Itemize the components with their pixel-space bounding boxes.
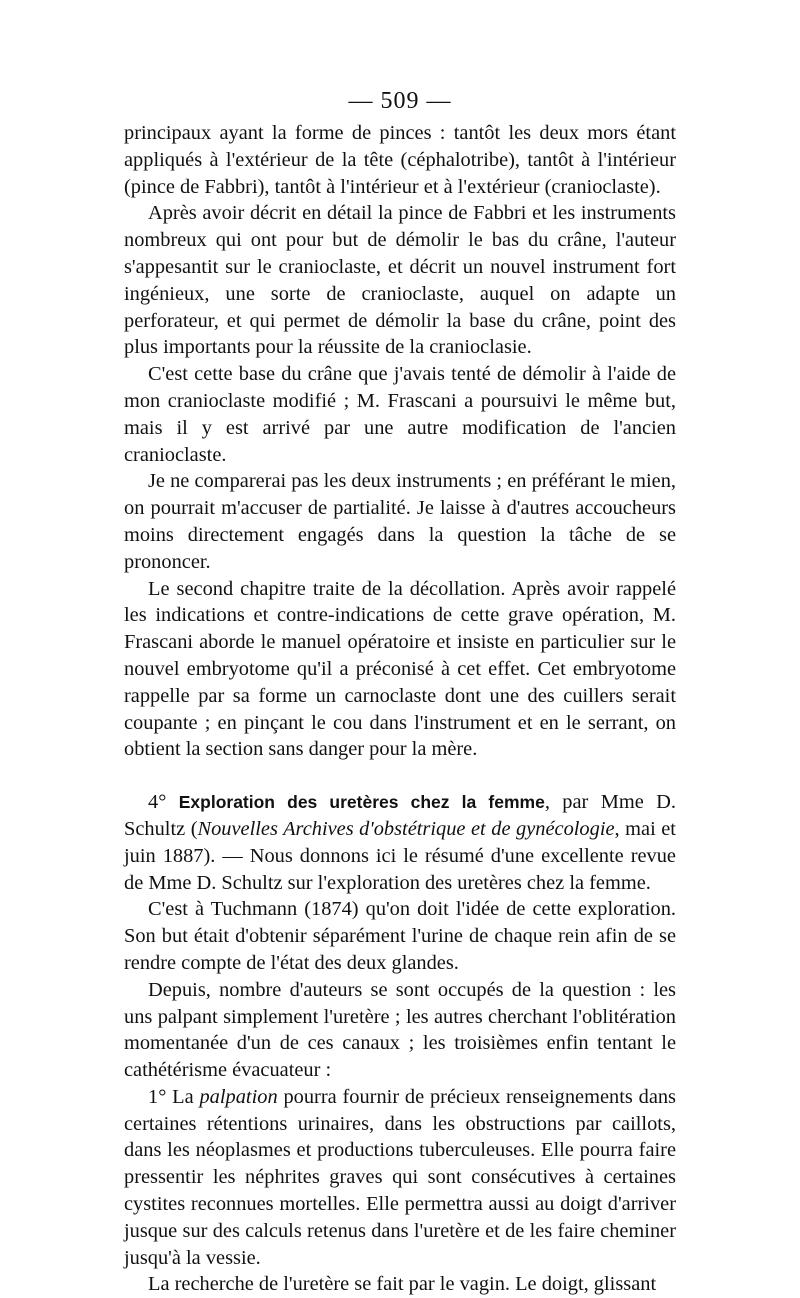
body-text (124, 120, 676, 1298)
source-title: Nouvelles Archives d'obstétrique et de gynécologie (197, 817, 615, 840)
section-gap (124, 763, 676, 789)
source-date: , mai et juin 1887). (124, 817, 676, 867)
section-intro-rest: — Nous donnons ici le résumé d'une excellente revue de Mme D. Schultz sur l'exploration des uretères chez la femme. (124, 844, 676, 894)
palpation-number: 1° (148, 1085, 167, 1108)
palpation-pre: La (166, 1085, 200, 1108)
paragraph-last: La recherche de l'uretère se fait par le vagin. Le doigt, glissant (148, 1273, 657, 1296)
section-by: , par (544, 791, 589, 814)
paragraph: principaux ayant la forme de pinces : tantôt les deux mors étant appliqués à l'extérieur de la tête (céphalotribe), tantôt à l'intérieur (pince de Fabbri), tantôt à l'intérieur et à l'extérieur (cranioclaste). (124, 122, 676, 198)
section-number: 4° (148, 791, 167, 814)
section-intro (124, 789, 676, 896)
paragraph: C'est cette base du crâne que j'avais tenté de démolir à l'aide de mon cranioclaste modifié ; M. Frascani a poursuivi le même but, mais il y est arrivé par une autre modification de l'ancien cranioclaste. (124, 363, 676, 466)
paragraph: Je ne comparerai pas les deux instruments ; en préférant le mien, on pourrait m'accuser de partialité. Je laisse à d'autres accoucheurs moins directement engagés dans la question la tâche de se prononcer. (124, 470, 676, 573)
section-heading: Exploration des uretères chez la femme (178, 792, 545, 813)
palpation-paragraph (124, 1084, 676, 1272)
palpation-rest: pourra fournir de précieux renseignements dans certaines rétentions urinaires, dans les obstructions par caillots, dans les néoplasmes et productions tuberculeuses. Elle pourra faire pressentir les néphrites graves qui sont consécutives à certaines cystites reconnues mortelles. Elle permettra aussi au doigt d'arriver jusque sur des calculs retenus dans l'uretère et de les faire cheminer jusqu'à la vessie. (124, 1085, 676, 1269)
author-title: Mme (600, 791, 644, 814)
palpation-term: palpation (199, 1085, 278, 1108)
page-number: — 509 — (348, 88, 452, 114)
author-name: D. Schultz (124, 791, 676, 840)
paragraph: Depuis, nombre d'auteurs se sont occupés de la question : les uns palpant simplement l'uretère ; les autres cherchant l'oblitération momentanée d'un de ces canaux ; les troisièmes enfin tentant le cathétérisme évacuateur : (124, 978, 676, 1082)
open-paren: ( (190, 817, 198, 840)
paragraph: C'est à Tuchmann (1874) qu'on doit l'idée de cette exploration. Son but était d'obtenir séparément l'urine de chaque rein afin de se rendre compte de l'état des deux glandes. (124, 898, 676, 974)
paragraph: Après avoir décrit en détail la pince de Fabbri et les instruments nombreux qui ont pour but de démolir le bas du crâne, l'auteur s'appesantit sur le cranioclaste, et décrit un nouvel instrument fort ingénieux, une sorte de cranioclaste, auquel on adapte un perforateur, et qui permet de démolir la base du crâne, point des plus importants pour la réussite de la cranioclasie. (124, 202, 676, 359)
paragraph: Le second chapitre traite de la décollation. Après avoir rappelé les indications et contre-indications de cette grave opération, M. Frascani aborde le manuel opératoire et insiste en particulier sur le nouvel embryotome qu'il a préconisé à cet effet. Cet embryotome rappelle par sa forme un carnoclaste dont une des cuillers serait coupante ; en pinçant le cou dans l'instrument et en le serrant, on obtient la section sans danger pour la mère. (124, 577, 676, 761)
